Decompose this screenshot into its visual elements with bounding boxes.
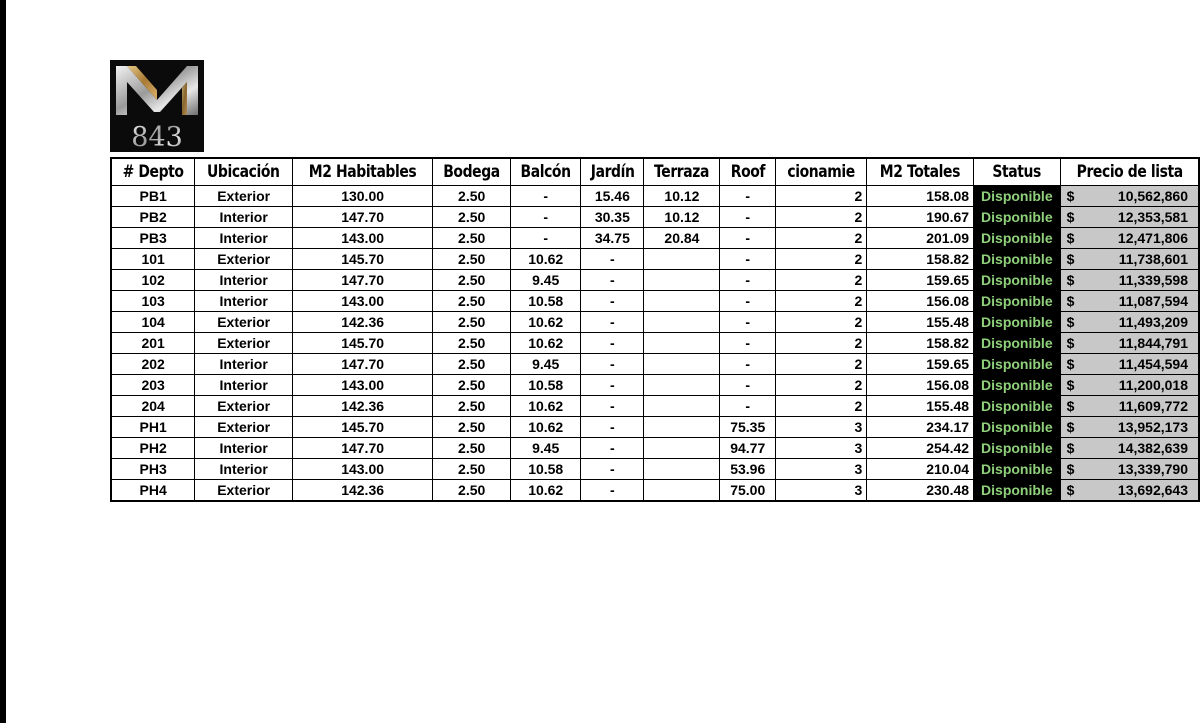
price-amount: 11,493,209 [1118, 314, 1188, 330]
cell-balcon: - [511, 207, 581, 228]
cell-m2-totales: 159.65 [867, 270, 974, 291]
price-amount: 12,353,581 [1117, 209, 1188, 225]
cell-ubicacion: Interior [195, 291, 293, 312]
cell-precio [1060, 375, 1199, 396]
cell-terraza: 10.12 [644, 186, 720, 207]
cell-roof: - [720, 396, 776, 417]
cell-estacionamiento: 2 [776, 291, 867, 312]
cell-precio [1060, 228, 1199, 249]
cell-m2-totales: 156.08 [867, 291, 974, 312]
table-row [111, 186, 1199, 207]
currency-symbol: $ [1066, 482, 1075, 498]
cell-bodega: 2.50 [433, 270, 511, 291]
currency-symbol: $ [1066, 377, 1075, 393]
cell-depto: PB2 [111, 207, 195, 228]
table-row [111, 480, 1199, 502]
cell-m2-habitables: 147.70 [293, 270, 433, 291]
currency-symbol: $ [1066, 293, 1075, 309]
cell-terraza [644, 312, 720, 333]
price-amount: 11,454,594 [1118, 356, 1188, 372]
cell-depto: PH1 [111, 417, 195, 438]
cell-m2-totales: 201.09 [867, 228, 974, 249]
cell-terraza [644, 375, 720, 396]
cell-m2-totales: 156.08 [867, 375, 974, 396]
cell-bodega: 2.50 [433, 291, 511, 312]
cell-balcon: 10.58 [511, 375, 581, 396]
cell-depto: PH3 [111, 459, 195, 480]
cell-balcon: 9.45 [511, 354, 581, 375]
cell-precio [1060, 270, 1199, 291]
cell-terraza: 10.12 [644, 207, 720, 228]
cell-status: Disponible [974, 228, 1061, 249]
cell-terraza [644, 291, 720, 312]
table-row [111, 459, 1199, 480]
cell-m2-totales: 234.17 [867, 417, 974, 438]
cell-m2-habitables: 145.70 [293, 417, 433, 438]
cell-balcon: 10.62 [511, 480, 581, 502]
price-list-table [110, 157, 1200, 502]
cell-m2-habitables: 143.00 [293, 228, 433, 249]
cell-terraza [644, 480, 720, 502]
cell-jardin: - [581, 291, 644, 312]
cell-bodega: 2.50 [433, 417, 511, 438]
cell-ubicacion: Exterior [195, 480, 293, 502]
cell-terraza [644, 270, 720, 291]
cell-precio [1060, 207, 1199, 228]
price-amount: 11,339,598 [1118, 272, 1188, 288]
table-header-row [111, 158, 1199, 186]
cell-precio [1060, 333, 1199, 354]
cell-m2-habitables: 147.70 [293, 354, 433, 375]
cell-estacionamiento: 2 [776, 186, 867, 207]
cell-balcon: 10.58 [511, 459, 581, 480]
cell-m2-habitables: 147.70 [293, 438, 433, 459]
cell-m2-habitables: 145.70 [293, 249, 433, 270]
header-bodega: Bodega [433, 158, 511, 186]
cell-status: Disponible [974, 333, 1061, 354]
cell-precio [1060, 480, 1199, 502]
cell-roof: - [720, 333, 776, 354]
cell-precio [1060, 417, 1199, 438]
cell-estacionamiento: 2 [776, 207, 867, 228]
cell-roof: 53.96 [720, 459, 776, 480]
price-amount: 11,738,601 [1118, 251, 1188, 267]
cell-depto: 102 [111, 270, 195, 291]
cell-status: Disponible [974, 480, 1061, 502]
table-row [111, 354, 1199, 375]
cell-depto: 203 [111, 375, 195, 396]
cell-ubicacion: Exterior [195, 312, 293, 333]
cell-balcon: 10.58 [511, 291, 581, 312]
price-amount: 14,382,639 [1117, 440, 1188, 456]
cell-status: Disponible [974, 459, 1061, 480]
price-amount: 11,609,772 [1118, 398, 1188, 414]
header-status: Status [974, 158, 1061, 186]
cell-m2-totales: 155.48 [867, 396, 974, 417]
cell-terraza [644, 459, 720, 480]
cell-roof: - [720, 312, 776, 333]
cell-balcon: 10.62 [511, 249, 581, 270]
cell-estacionamiento: 2 [776, 396, 867, 417]
table-body [111, 186, 1199, 502]
cell-m2-totales: 158.82 [867, 249, 974, 270]
cell-ubicacion: Interior [195, 375, 293, 396]
cell-balcon: 10.62 [511, 333, 581, 354]
cell-m2-totales: 230.48 [867, 480, 974, 502]
cell-terraza [644, 333, 720, 354]
cell-m2-totales: 254.42 [867, 438, 974, 459]
cell-m2-habitables: 142.36 [293, 480, 433, 502]
cell-depto: 201 [111, 333, 195, 354]
header-roof: Roof [720, 158, 776, 186]
cell-bodega: 2.50 [433, 312, 511, 333]
cell-m2-habitables: 142.36 [293, 312, 433, 333]
table-row [111, 375, 1199, 396]
cell-status: Disponible [974, 207, 1061, 228]
cell-jardin: - [581, 375, 644, 396]
cell-jardin: 34.75 [581, 228, 644, 249]
cell-status: Disponible [974, 417, 1061, 438]
cell-status: Disponible [974, 354, 1061, 375]
cell-balcon: 10.62 [511, 396, 581, 417]
cell-ubicacion: Interior [195, 207, 293, 228]
cell-roof: 94.77 [720, 438, 776, 459]
cell-jardin: - [581, 249, 644, 270]
price-amount: 13,952,173 [1117, 419, 1188, 435]
cell-balcon: - [511, 186, 581, 207]
cell-balcon: 9.45 [511, 438, 581, 459]
table-row [111, 228, 1199, 249]
header-balcon: Balcón [511, 158, 581, 186]
cell-precio [1060, 186, 1199, 207]
cell-estacionamiento: 3 [776, 417, 867, 438]
cell-ubicacion: Exterior [195, 249, 293, 270]
cell-balcon: 9.45 [511, 270, 581, 291]
cell-estacionamiento: 2 [776, 249, 867, 270]
table-row [111, 207, 1199, 228]
cell-jardin: - [581, 333, 644, 354]
price-amount: 12,471,806 [1117, 230, 1188, 246]
currency-symbol: $ [1066, 314, 1075, 330]
header-estacionamiento: cionamie [776, 158, 867, 186]
cell-depto: PH4 [111, 480, 195, 502]
cell-m2-totales: 159.65 [867, 354, 974, 375]
cell-status: Disponible [974, 270, 1061, 291]
cell-terraza: 20.84 [644, 228, 720, 249]
cell-terraza [644, 354, 720, 375]
cell-bodega: 2.50 [433, 228, 511, 249]
cell-depto: 202 [111, 354, 195, 375]
cell-roof: - [720, 207, 776, 228]
cell-depto: PH2 [111, 438, 195, 459]
cell-estacionamiento: 2 [776, 228, 867, 249]
cell-m2-totales: 190.67 [867, 207, 974, 228]
cell-balcon: 10.62 [511, 312, 581, 333]
currency-symbol: $ [1066, 461, 1075, 477]
cell-estacionamiento: 2 [776, 375, 867, 396]
table-row [111, 312, 1199, 333]
price-amount: 11,087,594 [1118, 293, 1188, 309]
cell-jardin: - [581, 417, 644, 438]
cell-precio [1060, 249, 1199, 270]
cell-bodega: 2.50 [433, 438, 511, 459]
cell-status: Disponible [974, 375, 1061, 396]
cell-estacionamiento: 2 [776, 333, 867, 354]
cell-bodega: 2.50 [433, 354, 511, 375]
cell-precio [1060, 396, 1199, 417]
cell-ubicacion: Exterior [195, 417, 293, 438]
cell-bodega: 2.50 [433, 480, 511, 502]
cell-roof: 75.35 [720, 417, 776, 438]
cell-terraza [644, 249, 720, 270]
cell-estacionamiento: 3 [776, 459, 867, 480]
cell-status: Disponible [974, 438, 1061, 459]
cell-terraza [644, 417, 720, 438]
header-ubicacion: Ubicación [195, 158, 293, 186]
cell-bodega: 2.50 [433, 375, 511, 396]
table-row [111, 417, 1199, 438]
cell-m2-habitables: 145.70 [293, 333, 433, 354]
header-precio: Precio de lista [1060, 158, 1199, 186]
price-amount: 13,692,643 [1117, 482, 1188, 498]
cell-bodega: 2.50 [433, 333, 511, 354]
cell-depto: 101 [111, 249, 195, 270]
cell-jardin: - [581, 312, 644, 333]
cell-jardin: - [581, 480, 644, 502]
cell-m2-habitables: 130.00 [293, 186, 433, 207]
currency-symbol: $ [1066, 398, 1075, 414]
cell-ubicacion: Interior [195, 459, 293, 480]
currency-symbol: $ [1066, 356, 1075, 372]
cell-balcon: - [511, 228, 581, 249]
currency-symbol: $ [1066, 209, 1075, 225]
cell-jardin: - [581, 270, 644, 291]
price-amount: 11,200,018 [1118, 377, 1188, 393]
cell-status: Disponible [974, 396, 1061, 417]
cell-terraza [644, 438, 720, 459]
cell-depto: 103 [111, 291, 195, 312]
cell-jardin: 15.46 [581, 186, 644, 207]
cell-ubicacion: Interior [195, 354, 293, 375]
table-row [111, 249, 1199, 270]
cell-m2-totales: 210.04 [867, 459, 974, 480]
cell-m2-totales: 155.48 [867, 312, 974, 333]
cell-estacionamiento: 3 [776, 438, 867, 459]
cell-roof: - [720, 291, 776, 312]
cell-precio [1060, 312, 1199, 333]
cell-estacionamiento: 2 [776, 354, 867, 375]
cell-m2-totales: 158.08 [867, 186, 974, 207]
cell-m2-habitables: 147.70 [293, 207, 433, 228]
cell-jardin: - [581, 396, 644, 417]
header-terraza: Terraza [644, 158, 720, 186]
logo-number-text: 843 [131, 122, 183, 152]
header-depto: # Depto [111, 158, 195, 186]
cell-status: Disponible [974, 249, 1061, 270]
cell-roof: - [720, 249, 776, 270]
left-border-rule [0, 0, 6, 723]
cell-balcon: 10.62 [511, 417, 581, 438]
currency-symbol: $ [1066, 230, 1075, 246]
table-row [111, 396, 1199, 417]
cell-jardin: 30.35 [581, 207, 644, 228]
cell-precio [1060, 354, 1199, 375]
cell-bodega: 2.50 [433, 249, 511, 270]
cell-estacionamiento: 2 [776, 270, 867, 291]
table-row [111, 438, 1199, 459]
cell-ubicacion: Exterior [195, 396, 293, 417]
cell-precio [1060, 438, 1199, 459]
cell-jardin: - [581, 459, 644, 480]
cell-terraza [644, 396, 720, 417]
currency-symbol: $ [1066, 419, 1075, 435]
header-m2-totales: M2 Totales [867, 158, 974, 186]
logo-mark [110, 60, 204, 152]
cell-ubicacion: Exterior [195, 333, 293, 354]
cell-ubicacion: Interior [195, 270, 293, 291]
cell-ubicacion: Interior [195, 228, 293, 249]
cell-jardin: - [581, 438, 644, 459]
cell-status: Disponible [974, 186, 1061, 207]
currency-symbol: $ [1066, 188, 1075, 204]
cell-status: Disponible [974, 291, 1061, 312]
cell-precio [1060, 459, 1199, 480]
cell-roof: - [720, 270, 776, 291]
cell-bodega: 2.50 [433, 186, 511, 207]
cell-bodega: 2.50 [433, 396, 511, 417]
cell-jardin: - [581, 354, 644, 375]
cell-depto: PB3 [111, 228, 195, 249]
brand-logo [110, 60, 204, 152]
cell-estacionamiento: 3 [776, 480, 867, 502]
price-amount: 10,562,860 [1117, 188, 1188, 204]
cell-depto: 104 [111, 312, 195, 333]
currency-symbol: $ [1066, 335, 1075, 351]
table-row [111, 291, 1199, 312]
cell-ubicacion: Interior [195, 438, 293, 459]
cell-bodega: 2.50 [433, 459, 511, 480]
cell-depto: PB1 [111, 186, 195, 207]
currency-symbol: $ [1066, 272, 1075, 288]
cell-status: Disponible [974, 312, 1061, 333]
cell-roof: - [720, 375, 776, 396]
cell-bodega: 2.50 [433, 207, 511, 228]
cell-roof: - [720, 228, 776, 249]
cell-roof: - [720, 186, 776, 207]
cell-m2-habitables: 143.00 [293, 375, 433, 396]
header-m2-habitables: M2 Habitables [293, 158, 433, 186]
table-row [111, 270, 1199, 291]
cell-m2-habitables: 142.36 [293, 396, 433, 417]
currency-symbol: $ [1066, 251, 1075, 267]
price-amount: 13,339,790 [1117, 461, 1188, 477]
cell-m2-totales: 158.82 [867, 333, 974, 354]
cell-m2-habitables: 143.00 [293, 291, 433, 312]
cell-roof: - [720, 354, 776, 375]
cell-roof: 75.00 [720, 480, 776, 502]
header-jardin: Jardín [581, 158, 644, 186]
cell-estacionamiento: 2 [776, 312, 867, 333]
cell-depto: 204 [111, 396, 195, 417]
cell-precio [1060, 291, 1199, 312]
table-row [111, 333, 1199, 354]
price-amount: 11,844,791 [1118, 335, 1188, 351]
currency-symbol: $ [1066, 440, 1075, 456]
cell-ubicacion: Exterior [195, 186, 293, 207]
cell-m2-habitables: 143.00 [293, 459, 433, 480]
